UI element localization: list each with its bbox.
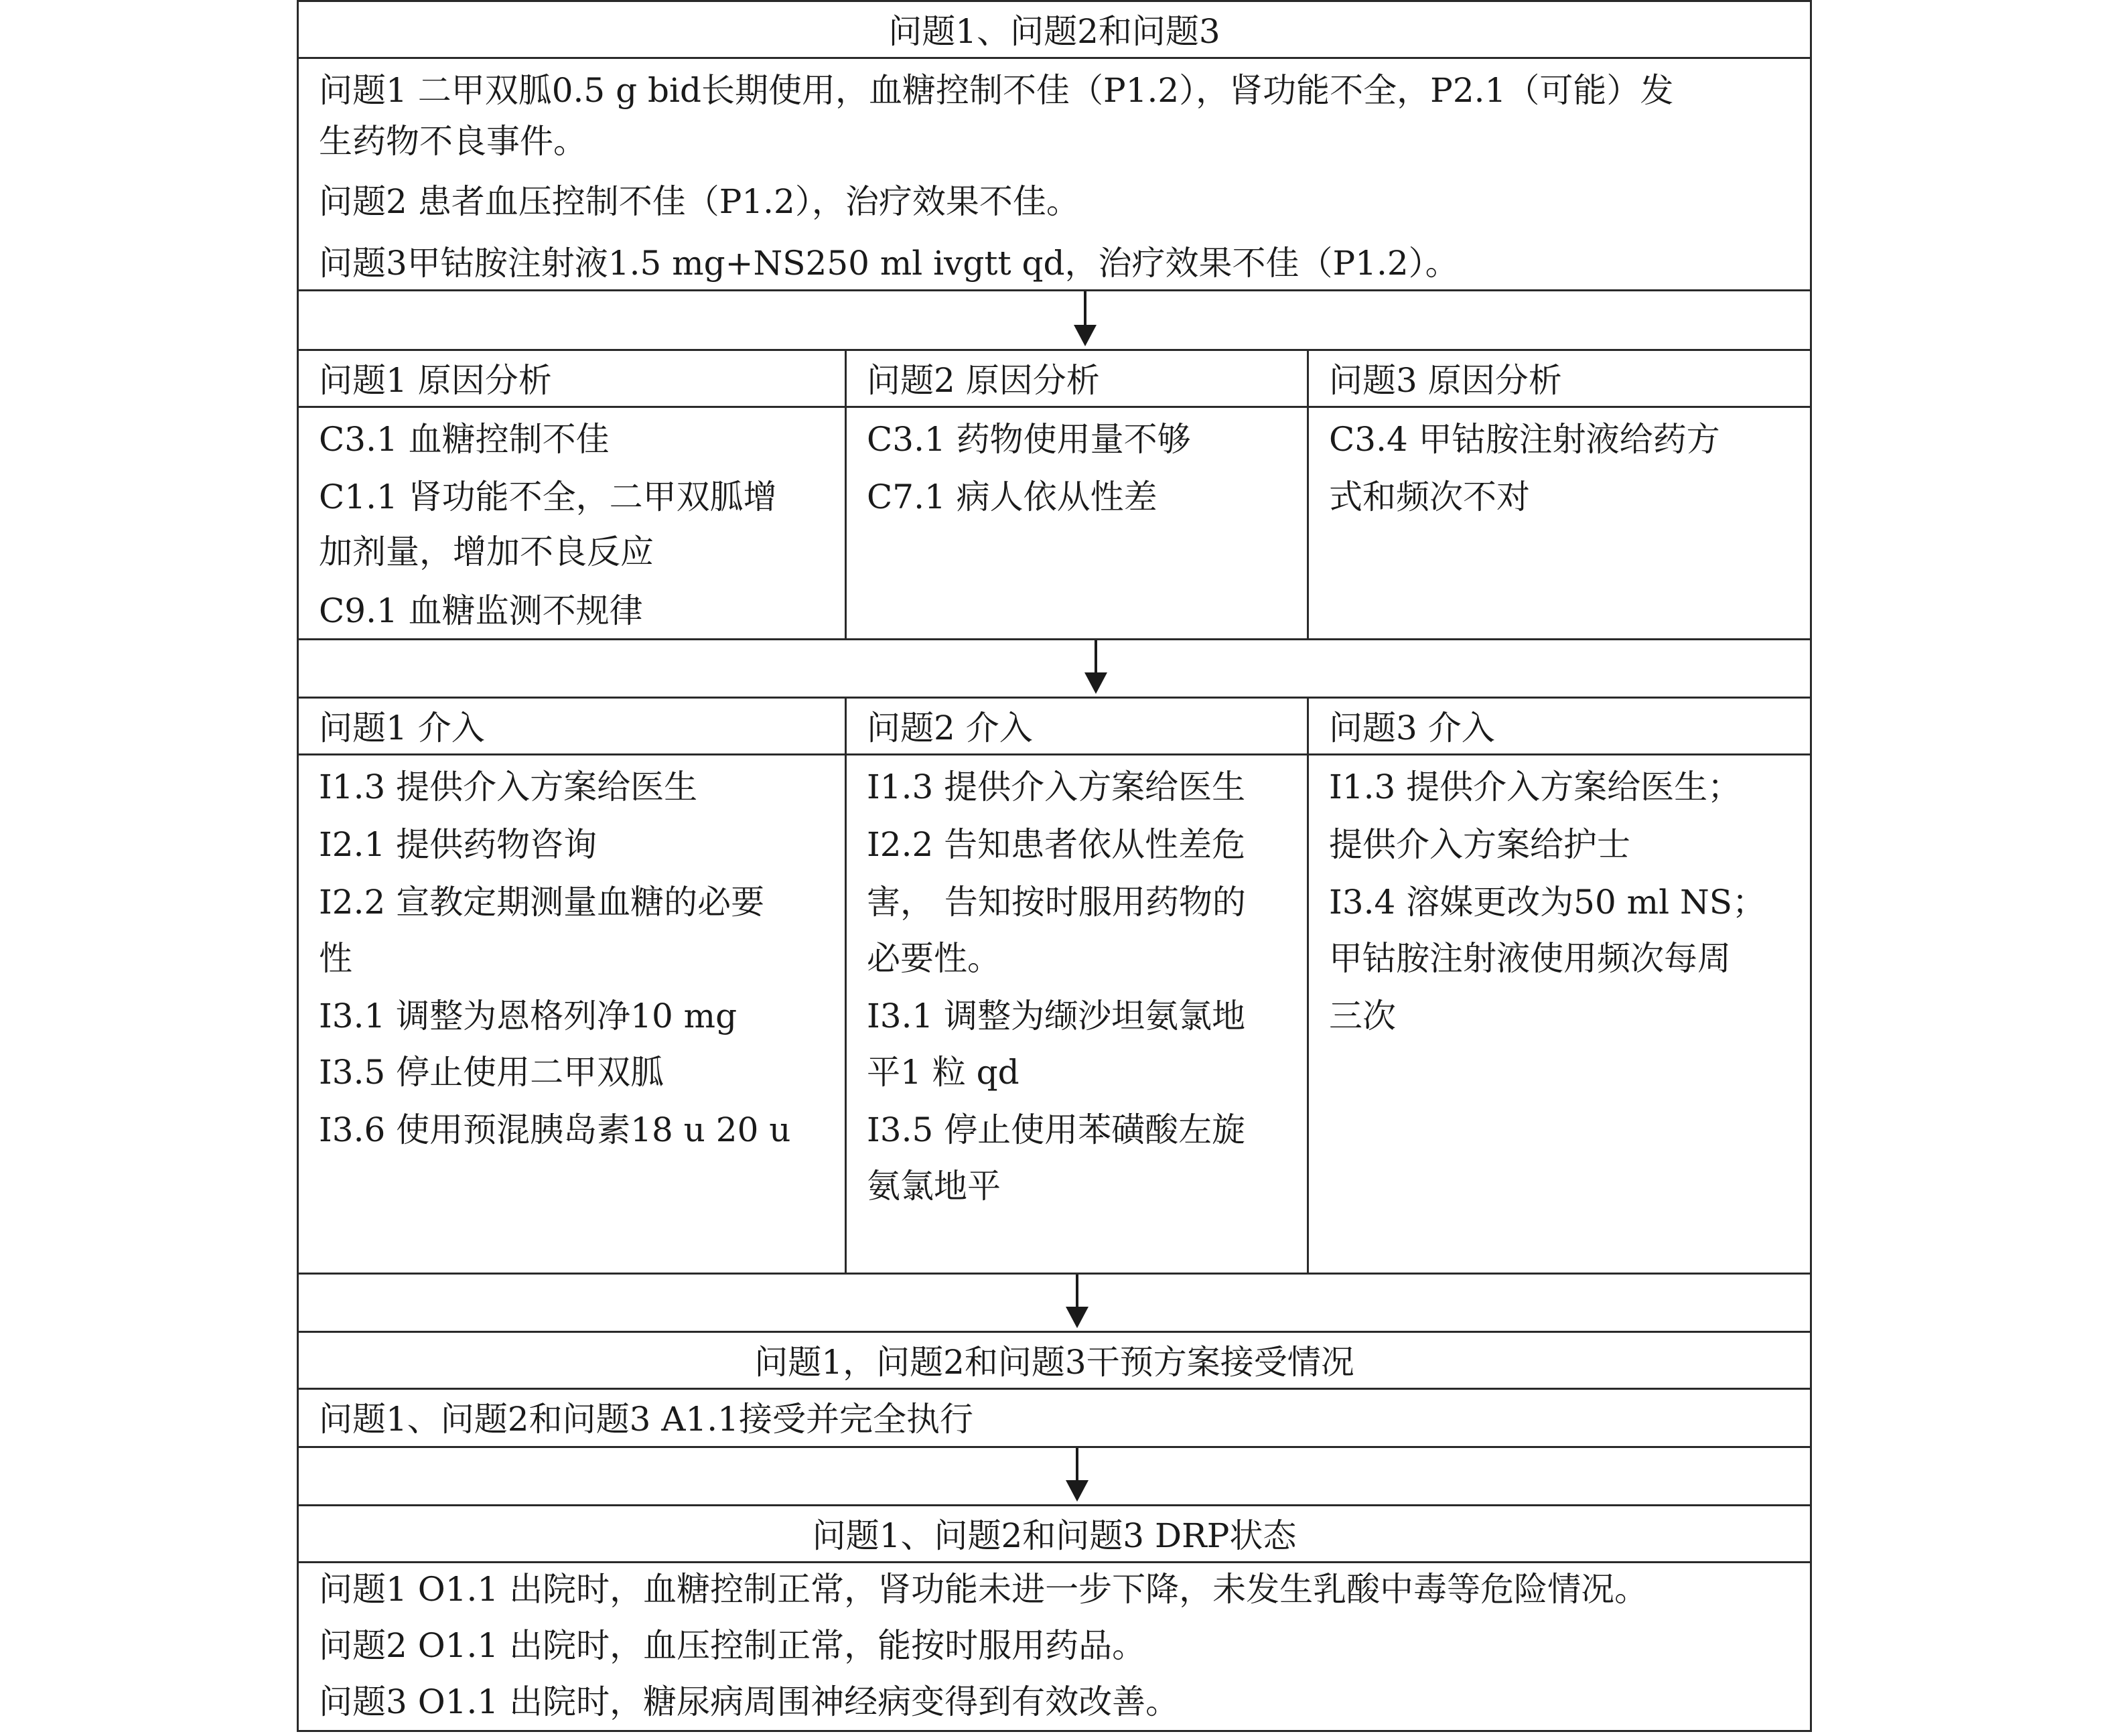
status-line-3: 问题3 O1.1 出院时，糖尿病周围神经病变得到有效改善。 bbox=[319, 1682, 1180, 1721]
cause-header-1-box bbox=[297, 349, 847, 408]
arrow-gap-3 bbox=[297, 1273, 1812, 1333]
intervention-header-1-box bbox=[297, 697, 847, 755]
acceptance-body-box bbox=[297, 1388, 1812, 1448]
acceptance-line: 问题1、问题2和问题3 A1.1接受并完全执行 bbox=[319, 1400, 973, 1439]
cause-header-3-box bbox=[1307, 349, 1812, 408]
problem1-line2: 生药物不良事件。 bbox=[319, 122, 587, 161]
intervention-body-1 bbox=[297, 753, 847, 1275]
intervention-1-item: I3.6 使用预混胰岛素18 u 20 u bbox=[319, 1110, 791, 1149]
intervention-3-item: 甲钴胺注射液使用频次每周 bbox=[1329, 939, 1731, 978]
cause-header-3: 问题3 原因分析 bbox=[1329, 361, 1562, 400]
problem1-line1: 问题1 二甲双胍0.5 g bid长期使用，血糖控制不佳（P1.2），肾功能不全，P2.1（可能）发 bbox=[319, 71, 1674, 110]
intervention-1-item: I3.5 停止使用二甲双胍 bbox=[319, 1053, 664, 1092]
intervention-2-item: 平1 粒 qd bbox=[867, 1053, 1019, 1092]
problems-header-box bbox=[297, 0, 1812, 59]
intervention-3-item: 提供介入方案给护士 bbox=[1329, 825, 1630, 864]
cause-header-2: 问题2 原因分析 bbox=[867, 361, 1100, 400]
arrow-gap-4 bbox=[297, 1446, 1812, 1506]
arrow-down-icon bbox=[1066, 1307, 1088, 1328]
problem2-line: 问题2 患者血压控制不佳（P1.2），治疗效果不佳。 bbox=[319, 182, 1080, 221]
intervention-2-item: I3.5 停止使用苯磺酸左旋 bbox=[867, 1110, 1246, 1149]
intervention-1-item: 性 bbox=[319, 939, 352, 978]
arrow-shaft-2 bbox=[1095, 640, 1097, 674]
intervention-body-2 bbox=[845, 753, 1309, 1275]
arrow-shaft-1 bbox=[1084, 291, 1086, 326]
cause-3-item: C3.4 甲钴胺注射液给药方 bbox=[1329, 420, 1720, 459]
arrow-down-icon bbox=[1066, 1480, 1088, 1502]
intervention-header-3: 问题3 介入 bbox=[1329, 709, 1495, 747]
cause-2-item: C7.1 病人依从性差 bbox=[867, 478, 1157, 516]
arrow-shaft-3 bbox=[1076, 1275, 1078, 1308]
intervention-2-item: 氨氯地平 bbox=[867, 1167, 1001, 1206]
arrow-shaft-4 bbox=[1076, 1448, 1078, 1481]
cause-3-item: 式和频次不对 bbox=[1329, 478, 1530, 516]
intervention-body-3 bbox=[1307, 753, 1812, 1275]
problem3-line: 问题3甲钴胺注射液1.5 mg+NS250 ml ivgtt qd，治疗效果不佳（P1.2）。 bbox=[319, 244, 1459, 283]
intervention-1-item: I2.1 提供药物咨询 bbox=[319, 825, 597, 864]
cause-body-2 bbox=[845, 406, 1309, 640]
intervention-1-item: I1.3 提供介入方案给医生 bbox=[319, 768, 698, 806]
intervention-header-3-box bbox=[1307, 697, 1812, 755]
cause-1-item: C9.1 血糖监测不规律 bbox=[319, 591, 643, 630]
cause-header-1: 问题1 原因分析 bbox=[319, 361, 552, 400]
intervention-3-item: 三次 bbox=[1329, 997, 1396, 1035]
status-body-box bbox=[297, 1561, 1812, 1732]
cause-1-item: 加剂量，增加不良反应 bbox=[319, 532, 654, 571]
cause-2-item: C3.1 药物使用量不够 bbox=[867, 420, 1191, 459]
cause-header-2-box bbox=[845, 349, 1309, 408]
intervention-1-item: I3.1 调整为恩格列净10 mg bbox=[319, 997, 737, 1035]
status-header-box bbox=[297, 1504, 1812, 1563]
intervention-3-item: I1.3 提供介入方案给医生； bbox=[1329, 768, 1742, 806]
problems-description-box bbox=[297, 57, 1812, 291]
status-header: 问题1、问题2和问题3 DRP状态 bbox=[812, 1516, 1297, 1555]
intervention-2-item: I2.2 告知患者依从性差危 bbox=[867, 825, 1246, 864]
arrow-down-icon bbox=[1084, 672, 1107, 694]
cause-1-item: C3.1 血糖控制不佳 bbox=[319, 420, 610, 459]
intervention-3-item: I3.4 溶媒更改为50 ml NS； bbox=[1329, 883, 1766, 922]
arrow-gap-1 bbox=[297, 289, 1812, 351]
arrow-gap-2 bbox=[297, 638, 1812, 699]
status-line-1: 问题1 O1.1 出院时，血糖控制正常，肾功能未进一步下降，未发生乳酸中毒等危险情况。 bbox=[319, 1570, 1648, 1609]
intervention-1-item: I2.2 宣教定期测量血糖的必要 bbox=[319, 883, 765, 922]
cause-1-item: C1.1 肾功能不全，二甲双胍增 bbox=[319, 478, 777, 516]
acceptance-header-box bbox=[297, 1331, 1812, 1390]
intervention-2-item: 害， 告知按时服用药物的 bbox=[867, 883, 1246, 922]
cause-body-1 bbox=[297, 406, 847, 640]
arrow-down-icon bbox=[1074, 325, 1097, 346]
intervention-2-item: I1.3 提供介入方案给医生 bbox=[867, 768, 1246, 806]
intervention-2-item: I3.1 调整为缬沙坦氨氯地 bbox=[867, 997, 1246, 1035]
intervention-header-2-box bbox=[845, 697, 1309, 755]
status-line-2: 问题2 O1.1 出院时，血压控制正常，能按时服用药品。 bbox=[319, 1626, 1146, 1665]
intervention-header-2: 问题2 介入 bbox=[867, 709, 1033, 747]
acceptance-header: 问题1，问题2和问题3干预方案接受情况 bbox=[754, 1343, 1354, 1382]
intervention-2-item: 必要性。 bbox=[867, 939, 1001, 978]
intervention-header-1: 问题1 介入 bbox=[319, 709, 485, 747]
drp-flowchart bbox=[297, 0, 1812, 1732]
cause-body-3 bbox=[1307, 406, 1812, 640]
problems-header: 问题1、问题2和问题3 bbox=[888, 12, 1220, 51]
